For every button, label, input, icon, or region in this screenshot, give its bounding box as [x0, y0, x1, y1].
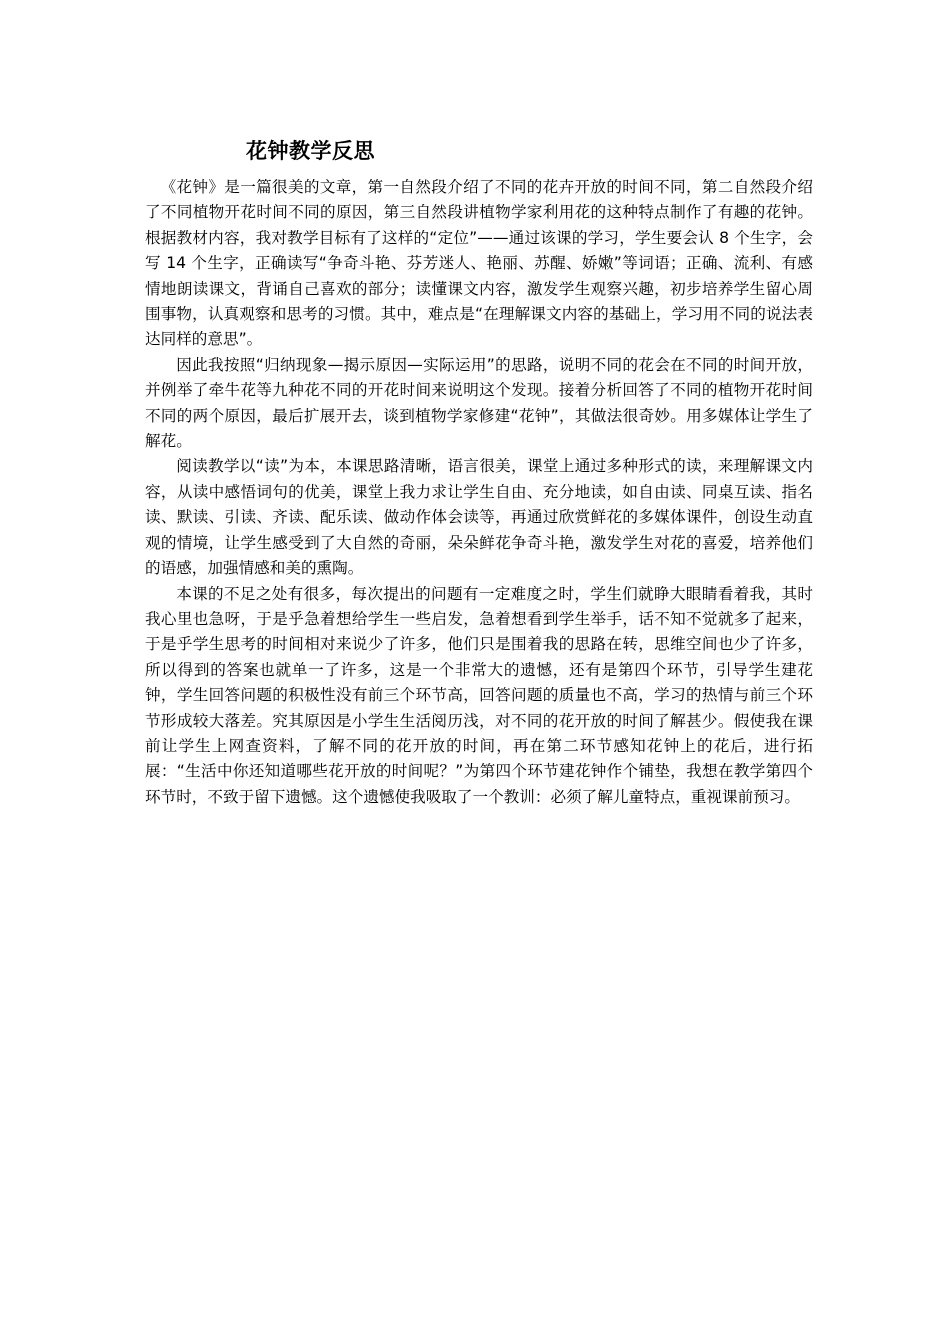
document-title: 花钟教学反思	[246, 139, 375, 163]
paragraph-reflection: 本课的不足之处有很多，每次提出的问题有一定难度之时，学生们就睁大眼睛看着我，其时我心里也急呀，于是乎急着想给学生一些启发，急着想看到学生举手，话不知不觉就多了起来，于是乎学生思考的时间相对来说少了许多，他们只是围着我的思路在转，思维空间也少了许多，所以得到的答案也就单一了许多，这是一个非常大的遗憾，还有是第四个环节，引导学生建花钟，学生回答问题的积极性没有前三个环节高，回答问题的质量也不高，学习的热情与前三个环节形成较大落差。究其原因是小学生生活阅历浅，对不同的花开放的时间了解甚少。假使我在课前让学生上网查资料，了解不同的花开放的时间，再在第二环节感知花钟上的花后，进行拓展：“生活中你还知道哪些花开放的时间呢？”为第四个环节建花钟作个铺垫，我想在教学第四个环节时，不致于留下遗憾。这个遗憾使我吸取了一个教训：必须了解儿童特点，重视课前预习。	[145, 584, 813, 806]
paragraph-intro: 《花钟》是一篇很美的文章，第一自然段介绍了不同的花卉开放的时间不同，第二自然段介绍了不同植物开花时间不同的原因，第三自然段讲植物学家利用花的这种特点制作了有趣的花钟。根据教材内容，我对教学目标有了这样的“定位”——通过该课的学习，学生要会认 8 个生字，会写 14 个生字，正确读写“争奇斗艳、芬芳迷人、艳丽、苏醒、娇嫩”等词语；正确、流利、有感情地朗读课文，背诵自己喜欢的部分；读懂课文内容，激发学生观察兴趣，初步培养学生留心周围事物，认真观察和思考的习惯。其中，难点是“在理解课文内容的基础上，学习用不同的说法表达同样的意思”。	[145, 178, 813, 349]
paragraph-approach: 因此我按照“归纳现象—揭示原因—实际运用”的思路，说明不同的花会在不同的时间开放，并例举了牵牛花等九种花不同的开花时间来说明这个发现。接着分析回答了不同的植物开花时间不同的两个原因，最后扩展开去，谈到植物学家修建“花钟”，其做法很奇妙。用多媒体让学生了解花。	[145, 355, 813, 451]
document-body	[145, 175, 813, 810]
paragraph-reading: 阅读教学以“读”为本，本课思路清晰，语言很美，课堂上通过多种形式的读，来理解课文内容，从读中感悟词句的优美，课堂上我力求让学生自由、充分地读，如自由读、同桌互读、指名读、默读、引读、齐读、配乐读、做动作体会读等，再通过欣赏鲜花的多媒体课件，创设生动直观的情境，让学生感受到了大自然的奇丽，朵朵鲜花争奇斗艳，激发学生对花的喜爱，培养他们的语感，加强情感和美的熏陶。	[145, 457, 813, 578]
